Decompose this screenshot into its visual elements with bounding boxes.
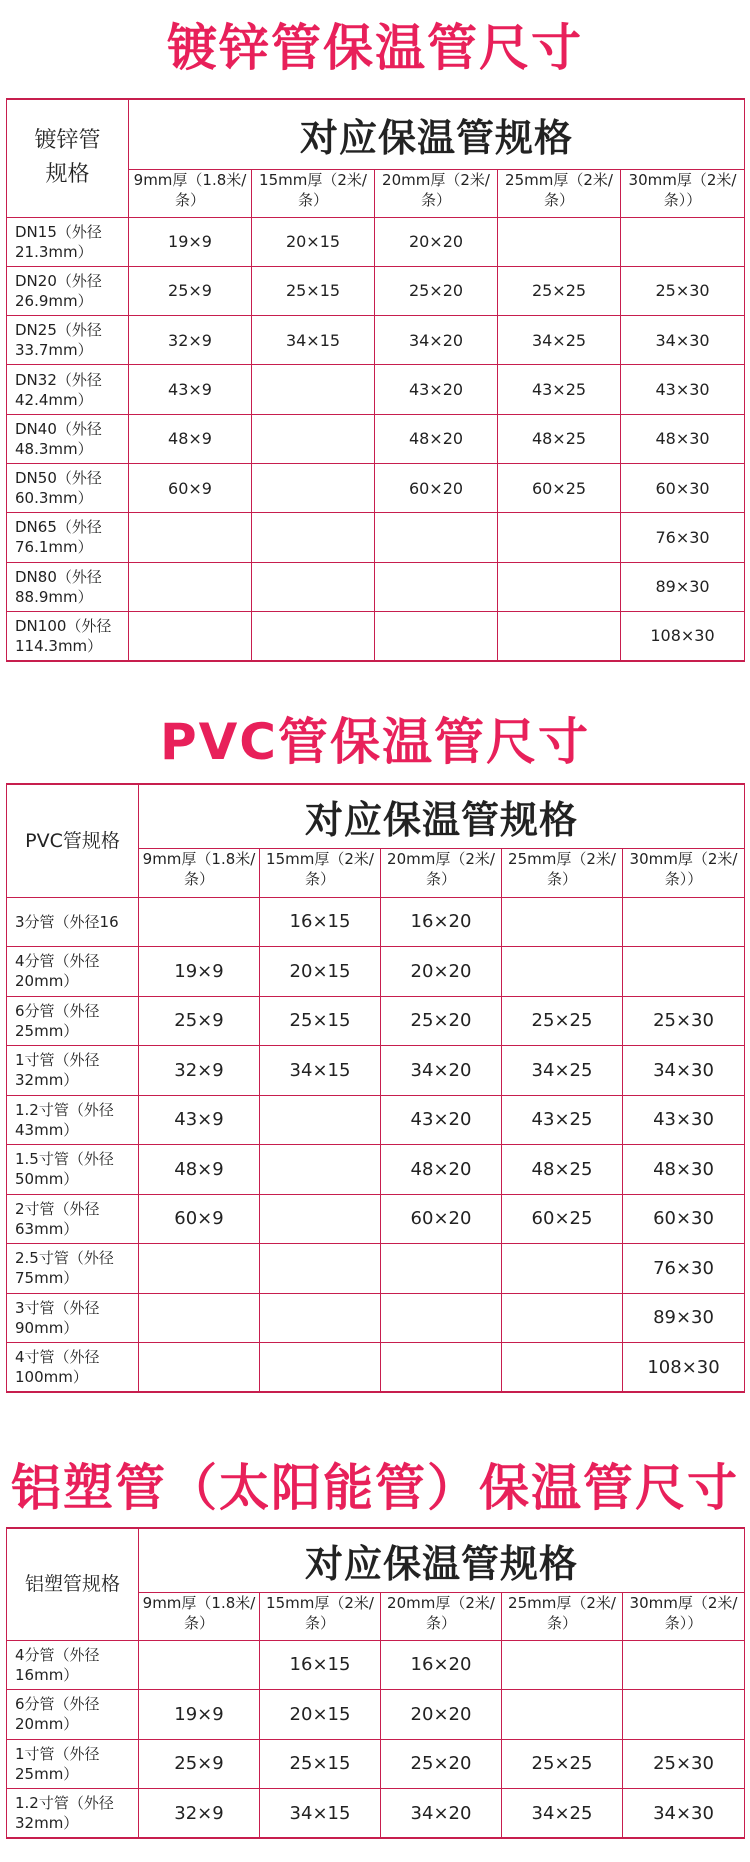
corner-header: PVC管规格 bbox=[7, 784, 139, 897]
spec-cell bbox=[498, 513, 621, 562]
row-label: 3寸管（外径90mm） bbox=[7, 1293, 139, 1343]
spec-cell: 60×30 bbox=[623, 1194, 745, 1244]
spec-cell bbox=[381, 1343, 502, 1393]
spec-cell bbox=[260, 1244, 381, 1294]
spec-cell bbox=[252, 414, 375, 463]
spec-cell bbox=[502, 897, 623, 947]
row-label: 2寸管（外径63mm） bbox=[7, 1194, 139, 1244]
spec-cell bbox=[252, 611, 375, 660]
spec-cell: 60×30 bbox=[621, 463, 745, 512]
spec-cell: 43×25 bbox=[502, 1095, 623, 1145]
row-label: DN65（外径76.1mm） bbox=[7, 513, 129, 562]
spec-cell bbox=[375, 513, 498, 562]
spec-cell: 25×30 bbox=[623, 1739, 745, 1789]
spec-cell: 43×9 bbox=[139, 1095, 260, 1145]
spec-cell: 34×15 bbox=[260, 1046, 381, 1096]
spec-cell: 48×30 bbox=[621, 414, 745, 463]
row-label: 6分管（外径25mm） bbox=[7, 996, 139, 1046]
spec-cell: 34×20 bbox=[375, 316, 498, 365]
spec-cell: 20×20 bbox=[381, 1690, 502, 1740]
row-label: 4分管（外径16mm） bbox=[7, 1640, 139, 1690]
spec-cell bbox=[498, 562, 621, 611]
spec-cell: 60×25 bbox=[498, 463, 621, 512]
spec-cell: 34×30 bbox=[621, 316, 745, 365]
spec-cell bbox=[502, 1640, 623, 1690]
spec-cell: 60×20 bbox=[381, 1194, 502, 1244]
spec-cell: 48×25 bbox=[502, 1145, 623, 1195]
spec-cell: 60×25 bbox=[502, 1194, 623, 1244]
spec-cell bbox=[139, 897, 260, 947]
column-header: 9mm厚（1.8米/条） bbox=[139, 848, 260, 897]
spec-cell: 48×9 bbox=[139, 1145, 260, 1195]
spec-cell bbox=[260, 1343, 381, 1393]
pvc-table bbox=[6, 783, 745, 1393]
column-header: 25mm厚（2米/条） bbox=[498, 169, 621, 217]
spec-cell: 19×9 bbox=[139, 1690, 260, 1740]
spec-cell: 34×25 bbox=[502, 1789, 623, 1839]
spec-cell: 19×9 bbox=[139, 947, 260, 997]
row-label: DN50（外径60.3mm） bbox=[7, 463, 129, 512]
spec-cell: 25×9 bbox=[139, 1739, 260, 1789]
row-label: 1寸管（外径25mm） bbox=[7, 1739, 139, 1789]
table-row bbox=[7, 1789, 745, 1839]
column-header: 30mm厚（2米/条）） bbox=[623, 1592, 745, 1640]
spec-cell: 32×9 bbox=[139, 1789, 260, 1839]
spec-cell: 25×30 bbox=[621, 266, 745, 315]
spec-cell: 34×15 bbox=[252, 316, 375, 365]
spec-cell: 76×30 bbox=[623, 1244, 745, 1294]
spec-cell: 25×20 bbox=[381, 996, 502, 1046]
spec-cell: 25×9 bbox=[129, 266, 252, 315]
spec-cell: 34×20 bbox=[381, 1789, 502, 1839]
table-row bbox=[7, 266, 745, 315]
table-row bbox=[7, 611, 745, 660]
spec-cell: 48×20 bbox=[375, 414, 498, 463]
spec-cell bbox=[139, 1640, 260, 1690]
spec-cell: 25×15 bbox=[260, 1739, 381, 1789]
spec-cell bbox=[375, 562, 498, 611]
spec-cell bbox=[260, 1194, 381, 1244]
spec-cell: 43×9 bbox=[129, 365, 252, 414]
spec-cell bbox=[129, 513, 252, 562]
spec-cell: 43×20 bbox=[381, 1095, 502, 1145]
spec-cell: 34×25 bbox=[498, 316, 621, 365]
table-row bbox=[7, 1046, 745, 1096]
column-header: 30mm厚（2米/条）） bbox=[623, 848, 745, 897]
table-row bbox=[7, 897, 745, 947]
column-header: 15mm厚（2米/条） bbox=[252, 169, 375, 217]
row-label: DN20（外径26.9mm） bbox=[7, 266, 129, 315]
spec-cell bbox=[623, 1690, 745, 1740]
column-header: 9mm厚（1.8米/条） bbox=[129, 169, 252, 217]
column-header: 25mm厚（2米/条） bbox=[502, 848, 623, 897]
spec-cell bbox=[139, 1293, 260, 1343]
spec-cell: 60×20 bbox=[375, 463, 498, 512]
spec-cell bbox=[252, 365, 375, 414]
spec-cell bbox=[375, 611, 498, 660]
corner-header: 镀锌管 规格 bbox=[7, 99, 129, 217]
spec-cell bbox=[623, 1640, 745, 1690]
galvanized-title: 镀锌管保温管尺寸 bbox=[167, 19, 583, 77]
spec-cell bbox=[381, 1293, 502, 1343]
column-header: 15mm厚（2米/条） bbox=[260, 848, 381, 897]
spec-cell: 32×9 bbox=[139, 1046, 260, 1096]
table-row bbox=[7, 996, 745, 1046]
spec-cell: 108×30 bbox=[621, 611, 745, 660]
spec-cell bbox=[498, 217, 621, 266]
row-label: 4寸管（外径100mm） bbox=[7, 1343, 139, 1393]
spec-cell: 25×15 bbox=[260, 996, 381, 1046]
table-row bbox=[7, 1293, 745, 1343]
spec-cell: 60×9 bbox=[129, 463, 252, 512]
table-row bbox=[7, 513, 745, 562]
table-row bbox=[7, 1095, 745, 1145]
table-row bbox=[7, 1343, 745, 1393]
spec-group-header: 对应保温管规格 bbox=[129, 99, 745, 169]
spec-cell: 43×25 bbox=[498, 365, 621, 414]
spec-cell bbox=[502, 1293, 623, 1343]
spec-cell bbox=[252, 562, 375, 611]
spec-cell bbox=[502, 947, 623, 997]
table-row bbox=[7, 1145, 745, 1195]
table-row bbox=[7, 1640, 745, 1690]
row-label: DN40（外径48.3mm） bbox=[7, 414, 129, 463]
spec-cell: 43×30 bbox=[623, 1095, 745, 1145]
spec-cell bbox=[502, 1244, 623, 1294]
table-row bbox=[7, 1739, 745, 1789]
spec-group-header: 对应保温管规格 bbox=[139, 784, 745, 848]
corner-header: 铝塑管规格 bbox=[7, 1528, 139, 1640]
spec-cell bbox=[139, 1244, 260, 1294]
spec-cell: 43×30 bbox=[621, 365, 745, 414]
spec-cell bbox=[260, 1145, 381, 1195]
table-row bbox=[7, 1244, 745, 1294]
spec-cell: 25×30 bbox=[623, 996, 745, 1046]
spec-cell bbox=[129, 562, 252, 611]
row-label: 4分管（外径20mm） bbox=[7, 947, 139, 997]
spec-cell: 25×20 bbox=[375, 266, 498, 315]
table-row bbox=[7, 562, 745, 611]
spec-cell: 25×20 bbox=[381, 1739, 502, 1789]
row-label: 1寸管（外径32mm） bbox=[7, 1046, 139, 1096]
spec-cell bbox=[252, 463, 375, 512]
table-row bbox=[7, 947, 745, 997]
spec-cell: 48×25 bbox=[498, 414, 621, 463]
spec-cell: 76×30 bbox=[621, 513, 745, 562]
spec-cell: 108×30 bbox=[623, 1343, 745, 1393]
table-row bbox=[7, 365, 745, 414]
row-label: DN100（外径114.3mm） bbox=[7, 611, 129, 660]
spec-cell: 34×25 bbox=[502, 1046, 623, 1096]
spec-cell: 43×20 bbox=[375, 365, 498, 414]
spec-cell: 20×20 bbox=[381, 947, 502, 997]
spec-cell bbox=[623, 947, 745, 997]
spec-cell: 25×15 bbox=[252, 266, 375, 315]
table-row bbox=[7, 1194, 745, 1244]
spec-cell: 19×9 bbox=[129, 217, 252, 266]
spec-cell bbox=[129, 611, 252, 660]
row-label: 1.2寸管（外径43mm） bbox=[7, 1095, 139, 1145]
row-label: DN32（外径42.4mm） bbox=[7, 365, 129, 414]
row-label: 1.2寸管（外径32mm） bbox=[7, 1789, 139, 1839]
spec-cell: 89×30 bbox=[621, 562, 745, 611]
spec-cell: 25×25 bbox=[498, 266, 621, 315]
aluminum-title: 铝塑管（太阳能管）保温管尺寸 bbox=[11, 1459, 739, 1517]
column-header: 30mm厚（2米/条）） bbox=[621, 169, 745, 217]
column-header: 15mm厚（2米/条） bbox=[260, 1592, 381, 1640]
spec-cell: 16×20 bbox=[381, 1640, 502, 1690]
spec-cell: 16×15 bbox=[260, 897, 381, 947]
row-label: 3分管（外径16 bbox=[7, 897, 139, 947]
column-header: 20mm厚（2米/条） bbox=[381, 848, 502, 897]
spec-cell bbox=[498, 611, 621, 660]
spec-cell: 34×20 bbox=[381, 1046, 502, 1096]
spec-cell: 48×20 bbox=[381, 1145, 502, 1195]
table-row bbox=[7, 316, 745, 365]
spec-cell bbox=[381, 1244, 502, 1294]
aluminum-table bbox=[6, 1527, 745, 1839]
row-label: 6分管（外径20mm） bbox=[7, 1690, 139, 1740]
spec-cell: 20×15 bbox=[252, 217, 375, 266]
spec-group-header: 对应保温管规格 bbox=[139, 1528, 745, 1592]
row-label: 1.5寸管（外径50mm） bbox=[7, 1145, 139, 1195]
spec-cell bbox=[623, 897, 745, 947]
spec-cell bbox=[139, 1343, 260, 1393]
row-label: DN15（外径21.3mm） bbox=[7, 217, 129, 266]
column-header: 9mm厚（1.8米/条） bbox=[139, 1592, 260, 1640]
spec-cell bbox=[502, 1690, 623, 1740]
column-header: 20mm厚（2米/条） bbox=[375, 169, 498, 217]
spec-cell: 25×9 bbox=[139, 996, 260, 1046]
row-label: DN80（外径88.9mm） bbox=[7, 562, 129, 611]
spec-cell: 32×9 bbox=[129, 316, 252, 365]
table-row bbox=[7, 1690, 745, 1740]
spec-cell: 20×15 bbox=[260, 1690, 381, 1740]
spec-cell: 48×30 bbox=[623, 1145, 745, 1195]
spec-cell: 60×9 bbox=[139, 1194, 260, 1244]
spec-cell bbox=[260, 1095, 381, 1145]
spec-cell bbox=[502, 1343, 623, 1393]
row-label: DN25（外径33.7mm） bbox=[7, 316, 129, 365]
table-row bbox=[7, 414, 745, 463]
spec-cell: 48×9 bbox=[129, 414, 252, 463]
spec-cell: 34×30 bbox=[623, 1789, 745, 1839]
spec-cell: 16×20 bbox=[381, 897, 502, 947]
spec-cell: 89×30 bbox=[623, 1293, 745, 1343]
spec-cell bbox=[260, 1293, 381, 1343]
spec-cell bbox=[252, 513, 375, 562]
spec-cell: 34×30 bbox=[623, 1046, 745, 1096]
row-label: 2.5寸管（外径75mm） bbox=[7, 1244, 139, 1294]
spec-cell bbox=[621, 217, 745, 266]
column-header: 25mm厚（2米/条） bbox=[502, 1592, 623, 1640]
spec-cell: 20×15 bbox=[260, 947, 381, 997]
column-header: 20mm厚（2米/条） bbox=[381, 1592, 502, 1640]
spec-cell: 25×25 bbox=[502, 996, 623, 1046]
spec-cell: 34×15 bbox=[260, 1789, 381, 1839]
spec-cell: 20×20 bbox=[375, 217, 498, 266]
table-row bbox=[7, 217, 745, 266]
spec-cell: 25×25 bbox=[502, 1739, 623, 1789]
table-row bbox=[7, 463, 745, 512]
galvanized-table bbox=[6, 98, 745, 662]
spec-cell: 16×15 bbox=[260, 1640, 381, 1690]
pvc-title: PVC管保温管尺寸 bbox=[159, 713, 591, 771]
